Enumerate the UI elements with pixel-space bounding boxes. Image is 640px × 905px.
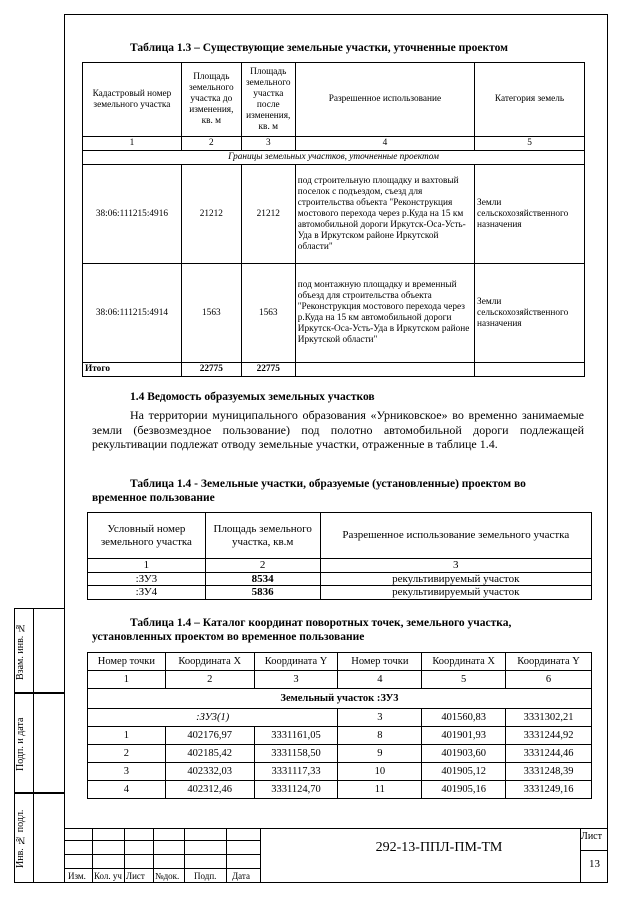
table14b-header-cell: Номер точки	[338, 653, 422, 671]
stamp-col-sheet: Лист	[126, 871, 145, 881]
coord-x: 402332,03	[165, 763, 254, 781]
plot-area: 5836	[205, 586, 320, 600]
table-row	[83, 264, 585, 363]
plot-use: рекультивируемый участок	[320, 586, 591, 600]
column-number: 1	[88, 559, 206, 573]
table14b-header-row	[88, 653, 592, 671]
table13-total-row	[83, 363, 585, 377]
sidebar-row-replace	[14, 608, 64, 693]
table-1-4-plots	[87, 512, 592, 600]
point-number: 1	[88, 727, 166, 745]
coord-x: 401903,60	[422, 745, 506, 763]
sidebar-label-sign-date: Подп. и дата	[15, 717, 26, 771]
table14a-header-row	[88, 513, 592, 559]
plot-number: :ЗУ3	[88, 572, 206, 586]
table14a-header-cell: Разрешенное использование земельного участка	[320, 513, 591, 559]
table13-header-cell: Площадь земельного участка после изменения, кв. м	[241, 63, 295, 137]
column-number: 6	[506, 671, 592, 689]
table14a-title-line2: временное пользование	[92, 492, 215, 504]
coord-x: 402312,46	[165, 781, 254, 799]
cadastral-number: 38:06:111215:4916	[83, 165, 182, 264]
table-1-4-coordinates	[87, 652, 592, 799]
coord-x: 401560,83	[422, 709, 506, 727]
coord-y: 3331244,92	[506, 727, 592, 745]
coord-y: 3331158,50	[254, 745, 338, 763]
title-block	[64, 828, 608, 883]
point-number: 3	[88, 763, 166, 781]
table13-numbers-row	[83, 137, 585, 151]
table13-header-row	[83, 63, 585, 137]
sidebar-row-sign-date	[14, 693, 64, 793]
table13-header-cell: Кадастровый номер земельного участка	[83, 63, 182, 137]
table-1-3	[82, 62, 585, 377]
stamp-col-date: Дата	[232, 871, 250, 881]
point-number: 9	[338, 745, 422, 763]
stamp-col-sign: Подп.	[194, 871, 217, 881]
point-number: 3	[338, 709, 422, 727]
point-number: 10	[338, 763, 422, 781]
coord-y: 3331248,39	[506, 763, 592, 781]
coord-y: 3331244,46	[506, 745, 592, 763]
cadastral-number: 38:06:111215:4914	[83, 264, 182, 363]
column-number: 2	[165, 671, 254, 689]
table14b-header-cell: Координата Y	[506, 653, 592, 671]
plot-number: :ЗУ4	[88, 586, 206, 600]
table13-section-label: Границы земельных участков, уточненные проектом	[83, 151, 585, 165]
column-number: 4	[295, 137, 474, 151]
coord-x: 402176,97	[165, 727, 254, 745]
area-before: 1563	[181, 264, 241, 363]
table13-section-row	[83, 151, 585, 165]
table14b-header-cell: Координата X	[422, 653, 506, 671]
coord-y: 3331117,33	[254, 763, 338, 781]
stamp-col-count: Кол. уч	[94, 871, 122, 881]
sidebar-label-inventory: Инв. № подл.	[15, 809, 26, 869]
table13-header-cell: Разрешенное использование	[295, 63, 474, 137]
table13-header-cell: Категория земель	[475, 63, 585, 137]
area-after: 21212	[241, 165, 295, 264]
column-number: 3	[241, 137, 295, 151]
coord-x: 401905,12	[422, 763, 506, 781]
table14b-numbers-row	[88, 671, 592, 689]
permitted-use: под строительную площадку и вахтовый поселок с подъездом, съезд для строительства объекта "Реконструкция мостового перехода через р.Куда на 15 км автомобильной дороги Иркутск-Оса-Усть-Уда в Иркутском районе Иркутской области"	[295, 165, 474, 264]
table-row	[88, 745, 592, 763]
table14b-header-cell: Координата X	[165, 653, 254, 671]
coord-y: 3331161,05	[254, 727, 338, 745]
table13-header-cell: Площадь земельного участка до изменения, кв. м	[181, 63, 241, 137]
coord-y: 3331124,70	[254, 781, 338, 799]
land-category: Земли сельскохозяйственного назначения	[475, 165, 585, 264]
table14b-header-cell: Координата Y	[254, 653, 338, 671]
column-number: 1	[83, 137, 182, 151]
column-number: 5	[475, 137, 585, 151]
point-number: 8	[338, 727, 422, 745]
point-number: 11	[338, 781, 422, 799]
table14a-title-line1: Таблица 1.4 - Земельные участки, образуемые (установленные) проектом во	[130, 478, 526, 490]
land-category: Земли сельскохозяйственного назначения	[475, 264, 585, 363]
section14-heading: 1.4 Ведомость образуемых земельных участков	[130, 391, 375, 403]
section14-paragraph: На территории муниципального образования «Урниковское» во временно занимаемые земли (безвозмездное пользование) под полотно автомобильной дороги подлежащей рекультивации подлежат отводу земельные участки, отраженные в таблице 1.4.	[92, 408, 584, 451]
table14a-numbers-row	[88, 559, 592, 573]
area-after: 1563	[241, 264, 295, 363]
stamp-col-rev: Изм.	[68, 871, 86, 881]
total-after: 22775	[241, 363, 295, 377]
point-number: 2	[88, 745, 166, 763]
table13-title: Таблица 1.3 – Существующие земельные участки, уточненные проектом	[130, 42, 508, 54]
plot-area: 8534	[205, 572, 320, 586]
total-label: Итого	[83, 363, 182, 377]
coord-x: 401905,16	[422, 781, 506, 799]
column-number: 2	[205, 559, 320, 573]
document-number: 292-13-ППЛ-ПМ-ТМ	[375, 840, 503, 855]
table-row	[88, 586, 592, 600]
subplot-label: :ЗУ3(1)	[88, 709, 338, 727]
coord-y: 3331249,16	[506, 781, 592, 799]
sheet-number: 13	[589, 858, 600, 870]
coord-y: 3331302,21	[506, 709, 592, 727]
column-number: 3	[320, 559, 591, 573]
point-number: 4	[88, 781, 166, 799]
permitted-use: под монтажную площадку и временный объезд для строительства объекта "Реконструкция мостового перехода через р.Куда на 15 км автомобильной дороги Иркутск-Оса-Усть-Уда в Иркутском районе Иркутской области"	[295, 264, 474, 363]
total-before: 22775	[181, 363, 241, 377]
table-row	[88, 709, 592, 727]
sidebar-row-inventory	[14, 793, 64, 883]
column-number: 3	[254, 671, 338, 689]
table14b-title-line2: установленных проектом во временное пользование	[92, 631, 365, 643]
column-number: 5	[422, 671, 506, 689]
coord-x: 402185,42	[165, 745, 254, 763]
table-row	[88, 763, 592, 781]
table-row	[88, 781, 592, 799]
column-number: 4	[338, 671, 422, 689]
table-row	[88, 572, 592, 586]
column-number: 1	[88, 671, 166, 689]
stamp-col-doc: №док.	[155, 871, 180, 881]
table14a-header-cell: Условный номер земельного участка	[88, 513, 206, 559]
column-number: 2	[181, 137, 241, 151]
table14a-header-cell: Площадь земельного участка, кв.м	[205, 513, 320, 559]
table-row	[83, 165, 585, 264]
plot-group-label: Земельный участок :ЗУ3	[88, 689, 592, 709]
coord-x: 401901,93	[422, 727, 506, 745]
sidebar-label-replace: Взам. инв. №	[15, 622, 26, 681]
area-before: 21212	[181, 165, 241, 264]
table-row	[88, 727, 592, 745]
sheet-label: Лист	[581, 831, 602, 842]
binding-strip	[14, 608, 64, 883]
table14b-title-line1: Таблица 1.4 – Каталог координат поворотных точек, земельного участка,	[130, 617, 512, 629]
plot-use: рекультивируемый участок	[320, 572, 591, 586]
table14b-header-cell: Номер точки	[88, 653, 166, 671]
table14b-group-row	[88, 689, 592, 709]
